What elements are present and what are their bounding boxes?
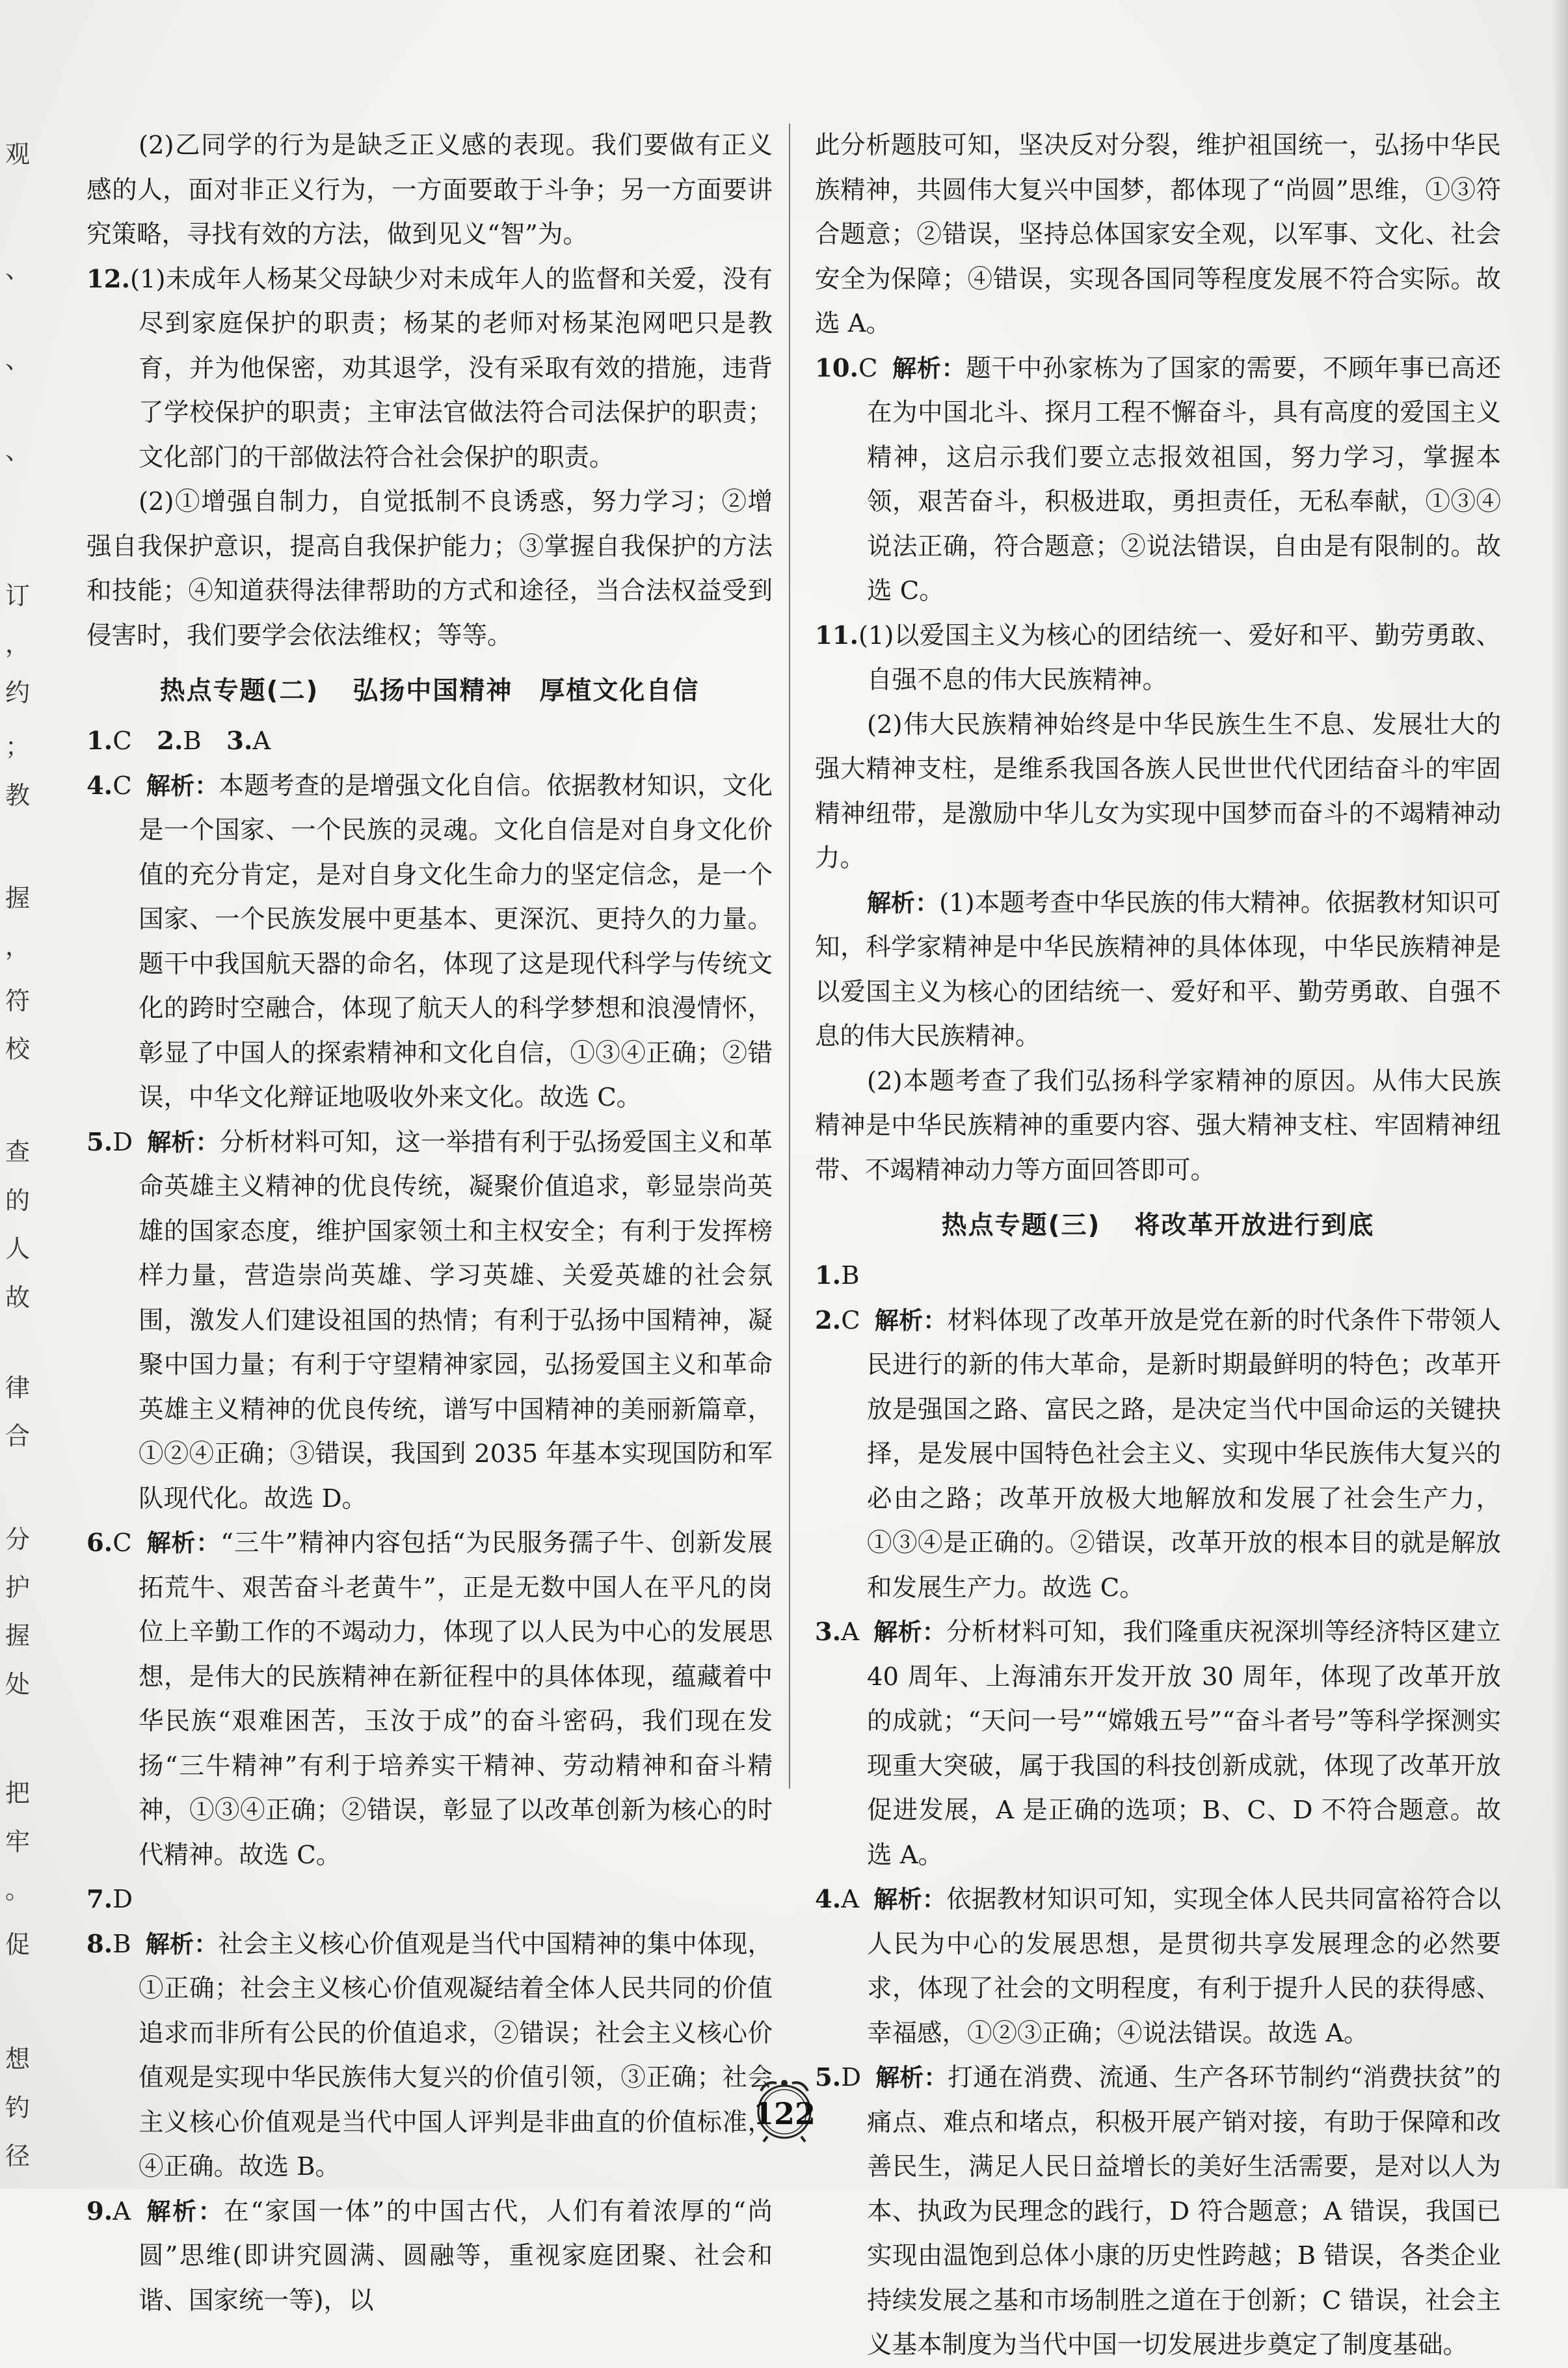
analysis-label: 解析： [867, 888, 940, 917]
answer-choice: A [252, 726, 271, 756]
analysis-label: 解析： [147, 1128, 220, 1156]
question-number: 6. [86, 1528, 113, 1558]
answer-text: 题干中孙家栋为了国家的需要，不顾年事已高还在为中国北斗、探月工程不懈奋斗，具有高度的爱国主义精神，这启示我们要立志报效祖国，努力学习，掌握本领，艰苦奋斗，积极进取，勇担责任，无私奉献，①③④说法正确，符合题意；②说法错误，自由是有限制的。故选 C。 [867, 353, 1501, 605]
question-number: 3. [226, 726, 253, 756]
analysis-label: 解析： [146, 771, 219, 800]
question-number: 4. [86, 771, 113, 801]
analysis-label: 解析： [875, 2064, 948, 2092]
question-number: 2. [157, 726, 183, 756]
answer-text: 分析材料可知，这一举措有利于弘扬爱国主义和革命英雄主义精神的优良传统，凝聚价值追求，彰显崇尚英雄的国家态度，维护国家领土和主权安全；有利于发挥榜样力量，营造崇尚英雄、学习英雄、关爱英雄的社会氛围，激发人们建设祖国的热情；有利于弘扬中国精神，凝聚中国力量；有利于守望精神家园，弘扬爱国主义和革命英雄主义精神的优良传统，谱写中国精神的美丽新篇章，①②④正确；③错误，我国到 2035 年基本实现国防和军队现代化。故选 D。 [139, 1127, 773, 1513]
margin-fragment: ， [5, 630, 31, 659]
section-heading-title: 弘扬中国精神 厚植文化自信 [352, 676, 700, 706]
answer-text: (1)未成年人杨某父母缺少对未成年人的监督和关爱，没有尽到家庭保护的职责；杨某的老师对杨某泡网吧只是教育，并为他保密，劝其退学，没有采取有效的措施，违背了学校保护的职责；主审法官做法符合司法保护的职责；文化部门的干部做法符合社会保护的职责。 [129, 264, 773, 472]
margin-fragment: 查 [5, 1137, 31, 1167]
margin-fragment: ， [5, 932, 31, 961]
section-heading-title: 将改革开放进行到底 [1134, 1211, 1375, 1240]
analysis-text: (1)本题考查中华民族的伟大精神。依据教材知识可知，科学家精神是中华民族精神的具体体现，中华民族精神是以爱国主义为核心的团结统一、爱好和平、勤劳勇敢、自强不息的伟大民族精神。 [815, 888, 1501, 1051]
answer-subpart: (2)乙同学的行为是缺乏正义感的表现。我们要做有正义感的人，面对非正义行为，一方面要敢于斗争；另一方面要讲究策略，寻找有效的方法，做到见义“智”为。 [86, 131, 773, 249]
margin-fragment: 的 [5, 1186, 31, 1215]
section-heading [815, 1202, 1501, 1250]
answer-subpart: (2)①增强自制力，自觉抵制不良诱惑，努力学习；②增强自我保护意识，提高自我保护能力；③掌握自我保护的方法和技能；④知道获得法律帮助的方式和途径，当合法权益受到侵害时，我们要学会依法维权；等等。 [86, 487, 773, 650]
margin-fragment: 。 [5, 1875, 31, 1904]
question-number: 11. [815, 620, 858, 650]
margin-fragment: 教 [5, 780, 31, 810]
left-margin-fragments [0, 98, 39, 2171]
page-number: 122 [752, 2096, 816, 2131]
margin-fragment: 、 [5, 345, 31, 374]
margin-fragment: 故 [5, 1283, 31, 1312]
question-number: 5. [86, 1127, 113, 1157]
margin-fragment: 约 [5, 678, 31, 707]
margin-fragment: 处 [5, 1670, 31, 1699]
answer-item [815, 1878, 1501, 2056]
answer-text: 材料体现了改革开放是党在新的时代条件下带领人民进行的新的伟大革命，是新时期最鲜明的特色；改革开放是强国之路、富民之路，是决定当代中国命运的关键抉择，是发展中国特色社会主义、实现中华民族伟大复兴的必由之路；改革开放极大地解放和发展了社会生产力，①③④是正确的。②错误，改革开放的根本目的就是解放和发展生产力。故选 C。 [867, 1305, 1501, 1603]
page-edge-shadow [1552, 0, 1568, 2188]
answer-choice: C [841, 1305, 860, 1335]
question-number: 2. [815, 1305, 842, 1335]
answer-item [86, 258, 773, 481]
answer-item [815, 2056, 1501, 2368]
margin-fragment: 校 [5, 1035, 31, 1064]
answer-choice: C [858, 353, 878, 383]
question-number: 8. [86, 1929, 113, 1959]
analysis-label: 解析： [873, 1618, 947, 1646]
page-number-badge [748, 2071, 821, 2144]
answer-item [815, 347, 1501, 614]
question-number: 5. [815, 2063, 842, 2092]
answer-choice: A [841, 1885, 860, 1914]
analysis-label: 解析： [146, 1529, 221, 1557]
answer-text: 社会主义核心价值观是当代中国精神的集中体现，①正确；社会主义核心价值观凝结着全体人民共同的价值追求而非所有公民的价值追求，②错误；社会主义核心价值观是实现中华民族伟大复兴的价值引领，③正确；社会主义核心价值观是当代中国人评判是非曲直的价值标准，④正确。故选 B。 [139, 1929, 773, 2181]
answer-item [86, 1922, 773, 2190]
answer-item [815, 614, 1501, 703]
margin-fragment: 牢 [5, 1827, 31, 1856]
margin-fragment: 符 [5, 986, 31, 1015]
answer-choice: C [113, 771, 132, 801]
question-number: 3. [815, 1617, 842, 1647]
margin-fragment: 促 [5, 1930, 31, 1959]
margin-fragment: 观 [5, 139, 31, 168]
answer-item [86, 1521, 773, 1878]
answer-choice: C [113, 726, 132, 756]
margin-fragment: 握 [5, 883, 31, 912]
analysis-label: 解析： [874, 1306, 948, 1335]
question-number: 4. [815, 1885, 842, 1914]
margin-fragment: 钓 [5, 2093, 31, 2122]
margin-fragment: 分 [5, 1524, 31, 1554]
answer-subpart: (2)本题考查了我们弘扬科学家精神的原因。从伟大民族精神是中华民族精神的重要内容、强大精神支柱、牢固精神纽带、不竭精神动力等方面回答即可。 [815, 1066, 1501, 1185]
answer-item [815, 1299, 1501, 1611]
answer-choice: B [113, 1929, 131, 1959]
answer-text: 本题考查的是增强文化自信。依据教材知识，文化是一个国家、一个民族的灵魂。文化自信是对自身文化价值的充分肯定，是对自身文化生命力的坚定信念，是一个国家、一个民族发展中更基本、更深沉、更持久的力量。题干中我国航天器的命名，体现了这是现代科学与传统文化的跨时空融合，体现了航天人的科学梦想和浪漫情怀，彰显了中国人的探索精神和文化自信，①③④正确；②错误，中华文化辩证地吸收外来文化。故选 C。 [139, 771, 773, 1112]
answer-choice: A [113, 2196, 131, 2226]
answer-choice: D [113, 1885, 133, 1914]
analysis-label: 解析： [145, 1930, 219, 1958]
answer-text: 在“家国一体”的中国古代，人们有着浓厚的“尚圆”思维(即讲究圆满、圆融等，重视家庭团聚、社会和谐、国家统一等)，以 [139, 2196, 773, 2315]
section-heading-number: 热点专题(三) [941, 1211, 1101, 1240]
analysis-label: 解析： [145, 2197, 224, 2226]
answer-item [815, 1610, 1501, 1878]
answer-item [86, 1121, 773, 1522]
answer-item [815, 1254, 1501, 1299]
question-number: 7. [86, 1885, 113, 1914]
answer-row [86, 719, 773, 764]
continued-text: 此分析题肢可知，坚决反对分裂，维护祖国统一，弘扬中华民族精神，共圆伟大复兴中国梦，都体现了“尚圆”思维，①③符合题意；②错误，坚持总体国家安全观，以军事、文化、社会安全为保障；④错误，实现各国同等程度发展不符合实际。故选 A。 [815, 131, 1501, 338]
answer-item [86, 2190, 773, 2324]
answer-choice: C [113, 1528, 132, 1558]
margin-fragment: 径 [5, 2142, 31, 2171]
answer-choice: A [841, 1617, 860, 1647]
margin-fragment: 律 [5, 1374, 31, 1402]
margin-fragment: 护 [5, 1573, 31, 1602]
answer-choice: B [183, 726, 202, 756]
answer-item [86, 1878, 773, 1922]
answer-text: 打通在消费、流通、生产各环节制约“消费扶贫”的痛点、难点和堵点，积极开展产销对接，有助于保障和改善民生，满足人民日益增长的美好生活需要，是对以人为本、执政为民理念的践行，D 符合题意；A 错误，我国已实现由温饱到总体小康的历史性跨越；B 错误，各类企业持续发展之基和市场制胜之道在于创新；C 错误，社会主义基本制度为当代中国一切发展进步奠定了制度基础。 [867, 2063, 1501, 2360]
answer-subpart: (2)伟大民族精神始终是中华民族生生不息、发展壮大的强大精神支柱，是维系我国各族人民世世代代团结奋斗的牢固精神纽带，是激励中华儿女为实现中国梦而奋斗的不竭精神动力。 [815, 710, 1501, 873]
left-column [86, 124, 773, 2323]
analysis-label: 解析： [892, 354, 966, 382]
margin-fragment: 想 [5, 2045, 31, 2074]
margin-fragment: ； [5, 732, 31, 762]
margin-fragment: 握 [5, 1621, 31, 1651]
margin-fragment: 合 [5, 1422, 31, 1451]
section-heading [86, 667, 773, 715]
section-heading-number: 热点专题(二) [159, 676, 319, 706]
question-number: 9. [86, 2196, 113, 2226]
answer-item [86, 764, 773, 1121]
column-divider [789, 124, 790, 1789]
answer-choice: D [841, 2063, 862, 2092]
analysis-label: 解析： [873, 1885, 947, 1913]
question-number: 1. [815, 1261, 842, 1290]
question-number: 12. [86, 264, 130, 294]
margin-fragment: 人 [5, 1234, 31, 1264]
answer-text: (1)以爱国主义为核心的团结统一、爱好和平、勤劳勇敢、自强不息的伟大民族精神。 [858, 620, 1501, 695]
question-number: 1. [86, 726, 113, 756]
right-column [815, 124, 1501, 2368]
answer-text: “三牛”精神内容包括“为民服务孺子牛、创新发展拓荒牛、艰苦奋斗老黄牛”，正是无数中国人在平凡的岗位上辛勤工作的不竭动力，体现了以人民为中心的发展思想，是伟大的民族精神在新征程中的具体体现，蕴藏着中华民族“艰难困苦，玉汝于成”的奋斗密码，我们现在发扬“三牛精神”有利于培养实干精神、劳动精神和奋斗精神，①③④正确；②错误，彰显了以改革创新为核心的时代精神。故选 C。 [139, 1528, 773, 1870]
analysis-paragraph [815, 881, 1501, 1059]
margin-fragment: 、 [5, 436, 31, 465]
answer-choice: D [113, 1127, 133, 1157]
answer-choice: B [841, 1261, 860, 1290]
answer-text: 分析材料可知，我们隆重庆祝深圳等经济特区建立 40 周年、上海浦东开发开放 30 周年，体现了改革开放的成就；“天问一号”“嫦娥五号”“奋斗者号”等科学探测实现重大突破，属于我国的科技创新成就，体现了改革开放促进发展，A 是正确的选项；B、C、D 不符合题意。故选 A。 [867, 1617, 1501, 1870]
margin-fragment: 订 [5, 581, 31, 610]
question-number: 10. [815, 353, 858, 383]
answer-text: 依据教材知识可知，实现全体人民共同富裕符合以人民为中心的发展思想，是贯彻共享发展理念的必然要求，体现了社会的文明程度，有利于提升人民的获得感、幸福感，①②③正确；④说法错误。故选 A。 [867, 1885, 1501, 2048]
margin-fragment: 、 [5, 254, 31, 284]
margin-fragment: 把 [5, 1779, 31, 1808]
